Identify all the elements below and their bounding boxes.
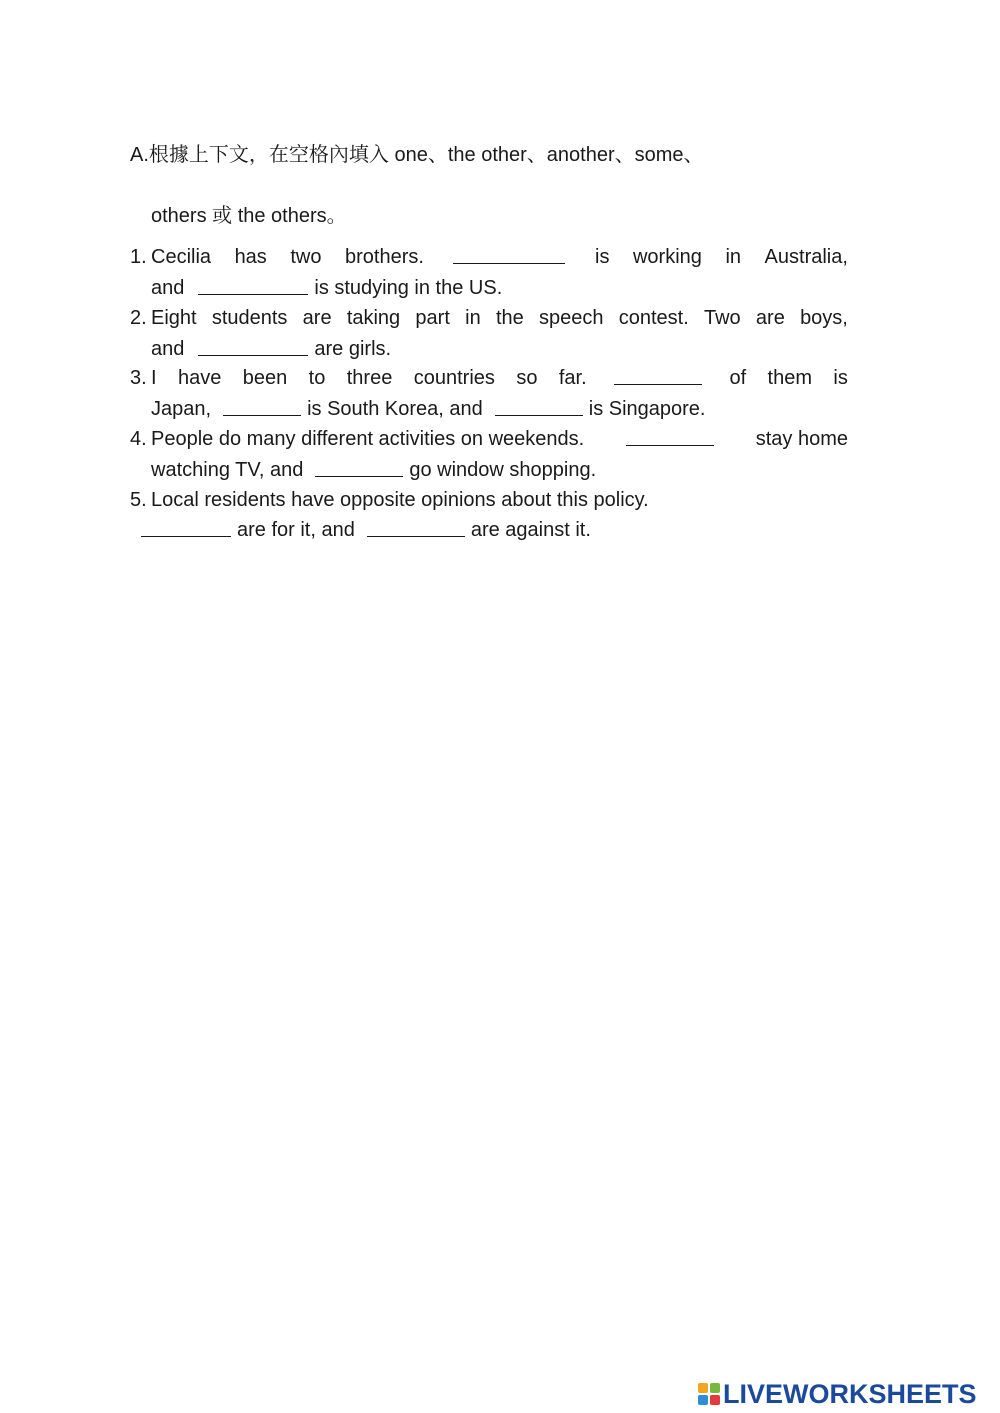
answer-input-4b[interactable] bbox=[315, 460, 403, 481]
word: Cecilia bbox=[151, 246, 212, 268]
word: in bbox=[465, 307, 481, 329]
word: three bbox=[346, 367, 393, 389]
instruction-label: A. bbox=[130, 144, 149, 166]
word: countries bbox=[413, 367, 495, 389]
answer-blank-1a[interactable] bbox=[453, 242, 565, 264]
answer-blank-1b[interactable] bbox=[198, 273, 308, 295]
word: speech bbox=[538, 307, 604, 329]
text: is Singapore. bbox=[588, 398, 706, 420]
answer-input-3c[interactable] bbox=[495, 399, 583, 420]
answer-input-2[interactable] bbox=[198, 339, 308, 360]
question-1-line-1 bbox=[151, 242, 848, 272]
word: of bbox=[729, 367, 747, 389]
answer-input-4a[interactable] bbox=[626, 429, 714, 450]
text: watching TV, and bbox=[151, 459, 304, 481]
question-2-line-1 bbox=[151, 303, 848, 333]
question-3-line-1 bbox=[151, 363, 848, 393]
word: two bbox=[290, 246, 322, 268]
question-1-line-2 bbox=[151, 273, 848, 303]
word: has bbox=[234, 246, 267, 268]
question-number: 4. bbox=[130, 428, 147, 450]
answer-input-3a[interactable] bbox=[614, 368, 702, 389]
word: so bbox=[516, 367, 538, 389]
word: students bbox=[211, 307, 288, 329]
text: stay home bbox=[755, 428, 848, 450]
brand-name: LIVEWORKSHEETS bbox=[723, 1378, 977, 1409]
text: are girls. bbox=[314, 338, 392, 360]
text: Local residents have opposite opinions about this policy. bbox=[151, 489, 649, 511]
word: part bbox=[415, 307, 450, 329]
word: Japan, bbox=[151, 398, 212, 420]
text: are against it. bbox=[470, 519, 591, 541]
instruction-line-2 bbox=[151, 199, 347, 228]
word: in bbox=[725, 246, 742, 268]
question-number: 2. bbox=[130, 307, 147, 329]
word: and bbox=[151, 277, 185, 299]
instruction-text-2: others 或 the others。 bbox=[151, 205, 347, 227]
answer-input-3b[interactable] bbox=[223, 399, 301, 420]
question-number: 3. bbox=[130, 367, 147, 389]
text: is studying in the US. bbox=[314, 277, 503, 299]
word: I bbox=[151, 367, 157, 389]
instruction-line-1 bbox=[130, 138, 704, 167]
answer-blank-2[interactable] bbox=[198, 334, 308, 356]
word: boys, bbox=[800, 307, 848, 329]
word: contest. bbox=[618, 307, 689, 329]
word: Eight bbox=[151, 307, 197, 329]
word: taking bbox=[346, 307, 401, 329]
word: is bbox=[833, 367, 848, 389]
word: them bbox=[767, 367, 813, 389]
question-2-line-2 bbox=[151, 334, 848, 364]
word: and bbox=[151, 338, 185, 360]
word: the bbox=[495, 307, 524, 329]
answer-blank-3b[interactable] bbox=[223, 394, 301, 416]
answer-blank-5b[interactable] bbox=[367, 515, 465, 537]
answer-blank-5a[interactable] bbox=[141, 515, 231, 537]
answer-input-1b[interactable] bbox=[198, 278, 308, 299]
answer-blank-4b[interactable] bbox=[315, 455, 403, 477]
question-4-line-1 bbox=[151, 424, 848, 454]
question-4-line-2 bbox=[151, 455, 848, 485]
text: are for it, and bbox=[237, 519, 355, 541]
word: is bbox=[595, 246, 610, 268]
instruction-text-1: 根據上下文，在空格內填入 one、the other、another、some、 bbox=[148, 144, 704, 166]
logo-mark-icon bbox=[698, 1383, 720, 1405]
answer-blank-3a[interactable] bbox=[614, 363, 702, 385]
word: far. bbox=[558, 367, 587, 389]
liveworksheets-logo bbox=[698, 1378, 977, 1410]
word: to bbox=[308, 367, 326, 389]
word: Two bbox=[704, 307, 741, 329]
word: are bbox=[755, 307, 785, 329]
question-5-line-2 bbox=[141, 515, 838, 545]
word: are bbox=[302, 307, 332, 329]
answer-input-5a[interactable] bbox=[141, 520, 231, 541]
text: People do many different activities on weekends. bbox=[151, 428, 585, 450]
word: Australia, bbox=[764, 246, 848, 268]
word: been bbox=[242, 367, 288, 389]
question-3-line-2 bbox=[151, 394, 848, 424]
answer-input-1a[interactable] bbox=[453, 247, 565, 268]
word: working bbox=[632, 246, 702, 268]
question-number: 1. bbox=[130, 246, 147, 268]
word: have bbox=[177, 367, 222, 389]
question-number: 5. bbox=[130, 489, 147, 511]
answer-input-5b[interactable] bbox=[367, 520, 465, 541]
word: brothers. bbox=[345, 246, 424, 268]
text: is South Korea, and bbox=[307, 398, 483, 420]
answer-blank-4a[interactable] bbox=[626, 424, 714, 446]
answer-blank-3c[interactable] bbox=[495, 394, 583, 416]
question-5-line-1 bbox=[151, 485, 848, 515]
text: go window shopping. bbox=[409, 459, 597, 481]
